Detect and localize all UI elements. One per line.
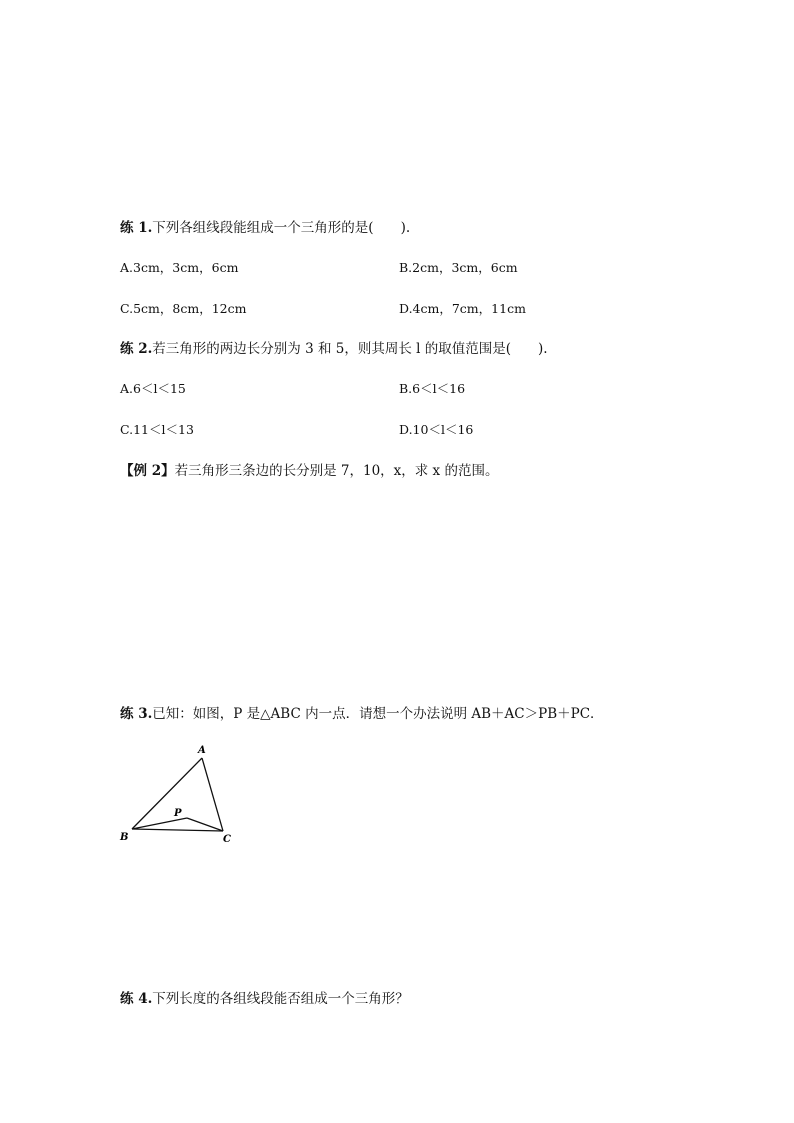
question-1-option-c: C.5cm，8cm，12cm bbox=[120, 301, 247, 316]
label-c: C bbox=[223, 834, 231, 845]
question-1 bbox=[120, 219, 410, 237]
example-2-number: 【例 2】 bbox=[120, 463, 175, 479]
question-1-option-b: B.2cm，3cm，6cm bbox=[399, 260, 518, 275]
label-a: A bbox=[198, 745, 206, 756]
label-b: B bbox=[120, 832, 129, 843]
question-1-option-d: D.4cm，7cm，11cm bbox=[399, 301, 526, 316]
edge-ac bbox=[202, 758, 223, 831]
edge-bc bbox=[132, 829, 223, 831]
question-4-text: 下列长度的各组线段能否组成一个三角形？ bbox=[152, 991, 409, 1007]
question-2-number: 练 2. bbox=[120, 341, 153, 357]
question-3 bbox=[120, 705, 604, 723]
edge-ab bbox=[132, 758, 202, 829]
question-1-number: 练 1. bbox=[120, 220, 153, 236]
question-2-option-d: D.10＜l＜16 bbox=[399, 422, 474, 437]
question-2-option-a: A.6＜l＜15 bbox=[120, 381, 186, 396]
question-2-text: 若三角形的两边长分别为 3 和 5，则其周长 l 的取值范围是( ). bbox=[152, 341, 548, 357]
label-p: P bbox=[174, 808, 182, 819]
example-2-text: 若三角形三条边的长分别是 7，10，x，求 x 的范围。 bbox=[174, 463, 499, 479]
triangle-figure bbox=[110, 740, 260, 850]
question-3-text: 已知：如图，P 是△ABC 内一点．请想一个办法说明 AB＋AC＞PB＋PC． bbox=[152, 706, 604, 722]
question-2 bbox=[120, 340, 548, 358]
segment-pb bbox=[132, 818, 187, 829]
question-4-number: 练 4. bbox=[120, 991, 153, 1007]
example-2 bbox=[120, 462, 498, 480]
question-3-number: 练 3. bbox=[120, 706, 153, 722]
question-2-option-b: B.6＜l＜16 bbox=[399, 381, 466, 396]
question-2-option-c: C.11＜l＜13 bbox=[120, 422, 194, 437]
segment-pc bbox=[187, 818, 223, 831]
question-1-option-a: A.3cm，3cm，6cm bbox=[120, 260, 239, 275]
question-1-text: 下列各组线段能组成一个三角形的是( ). bbox=[152, 220, 411, 236]
question-4 bbox=[120, 990, 409, 1008]
